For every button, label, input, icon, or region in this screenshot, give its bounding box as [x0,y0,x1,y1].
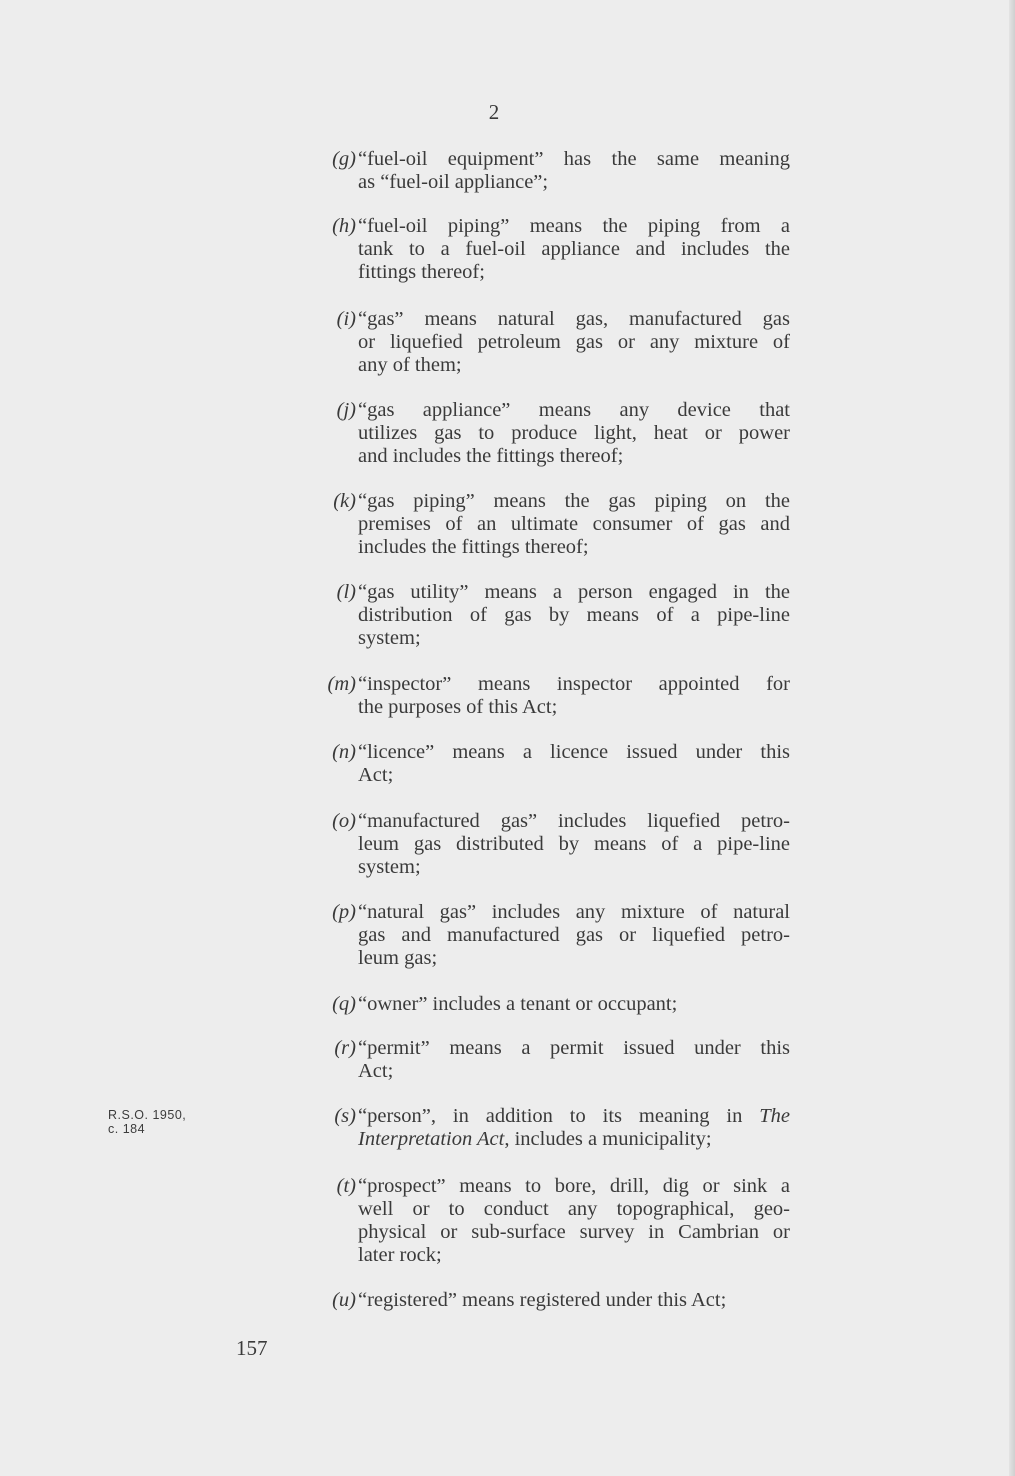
definition-label: (t) [336,1175,356,1197]
definition-q [300,993,790,1016]
definition-line: leum gas distributed by means of a pipe-line [358,833,790,855]
definition-p [300,901,790,970]
definition-g [300,148,790,194]
definition-h [300,215,790,284]
definition-line: “gas appliance” means any device that [358,399,790,421]
definition-label: (k) [333,490,356,512]
definition-line: “fuel-oil piping” means the piping from a [358,215,790,237]
definition-label: (m) [327,673,356,695]
definition-label: (g) [332,148,356,170]
page-edge-shadow [1009,0,1015,1476]
definition-line [358,1128,790,1151]
definition-label: (j) [336,399,356,421]
definition-line: later rock; [358,1244,442,1266]
definition-j [300,399,790,468]
definition-i [300,308,790,377]
definition-s [300,1105,790,1151]
definition-o [300,810,790,879]
act-title-part: The [759,1105,790,1127]
definition-line: the purposes of this Act; [358,696,558,718]
definition-label: (i) [336,308,356,330]
definition-line: includes the fittings thereof; [358,536,589,558]
definition-label: (o) [332,810,356,832]
definition-label: (h) [332,215,356,237]
definition-line: “gas piping” means the gas piping on the [358,490,790,512]
definition-k [300,490,790,559]
margin-note-line: R.S.O. 1950, [108,1108,187,1122]
definition-line: premises of an ultimate consumer of gas and [358,513,790,535]
definition-m [300,673,790,719]
definition-l [300,581,790,650]
definition-line: system; [358,856,421,878]
definition-label: (p) [332,901,356,923]
definition-label: (q) [332,993,356,1015]
definition-label: (r) [334,1037,356,1059]
act-title-part: Interpretation Act [358,1128,505,1150]
definition-line [358,1105,790,1128]
definition-line: leum gas; [358,947,438,969]
definition-line: “owner” includes a tenant or occupant; [358,993,678,1015]
definition-line: any of them; [358,354,462,376]
definition-label: (l) [336,581,356,603]
definition-line: “fuel-oil equipment” has the same meaning [358,148,790,170]
definition-u [300,1289,790,1312]
definition-line: “inspector” means inspector appointed for [358,673,790,695]
definition-line: utilizes gas to produce light, heat or power [358,422,790,444]
definition-line: Act; [358,764,394,786]
margin-note [108,1108,186,1136]
bill-number: 157 [236,1336,268,1360]
definition-line: distribution of gas by means of a pipe-line [358,604,790,626]
definition-line: physical or sub-surface survey in Cambrian or [358,1221,790,1243]
definition-line: “licence” means a licence issued under this [358,741,790,763]
definition-label: (s) [334,1105,356,1127]
definition-text: , includes a municipality; [504,1128,712,1150]
definition-line: “manufactured gas” includes liquefied petro- [358,810,790,832]
definition-line: system; [358,627,421,649]
definition-line: well or to conduct any topographical, geo- [358,1198,790,1220]
definition-label: (n) [332,741,356,763]
definition-r [300,1037,790,1083]
definition-line: Act; [358,1060,394,1082]
definition-line: “natural gas” includes any mixture of natural [358,901,790,923]
definition-t [300,1175,790,1267]
margin-note-line: c. 184 [108,1122,146,1136]
definition-line: “prospect” means to bore, drill, dig or sink a [358,1175,790,1197]
definition-line: fittings thereof; [358,261,485,283]
definition-line: “registered” means registered under this Act; [358,1289,727,1311]
definition-line: tank to a fuel-oil appliance and includes the [358,238,790,260]
definition-line: “permit” means a permit issued under this [358,1037,790,1059]
definition-label: (u) [332,1289,356,1311]
definition-line: “gas” means natural gas, manufactured gas [358,308,790,330]
page-number: 2 [488,100,500,124]
definition-line: gas and manufactured gas or liquefied petro- [358,924,790,946]
definition-line: “gas utility” means a person engaged in the [358,581,790,603]
definition-text: “person”, in addition to its meaning in [358,1105,743,1127]
definition-line: as “fuel-oil appliance”; [358,171,549,193]
definition-line: or liquefied petroleum gas or any mixture of [358,331,790,353]
definition-n [300,741,790,787]
definition-line: and includes the fittings thereof; [358,445,624,467]
